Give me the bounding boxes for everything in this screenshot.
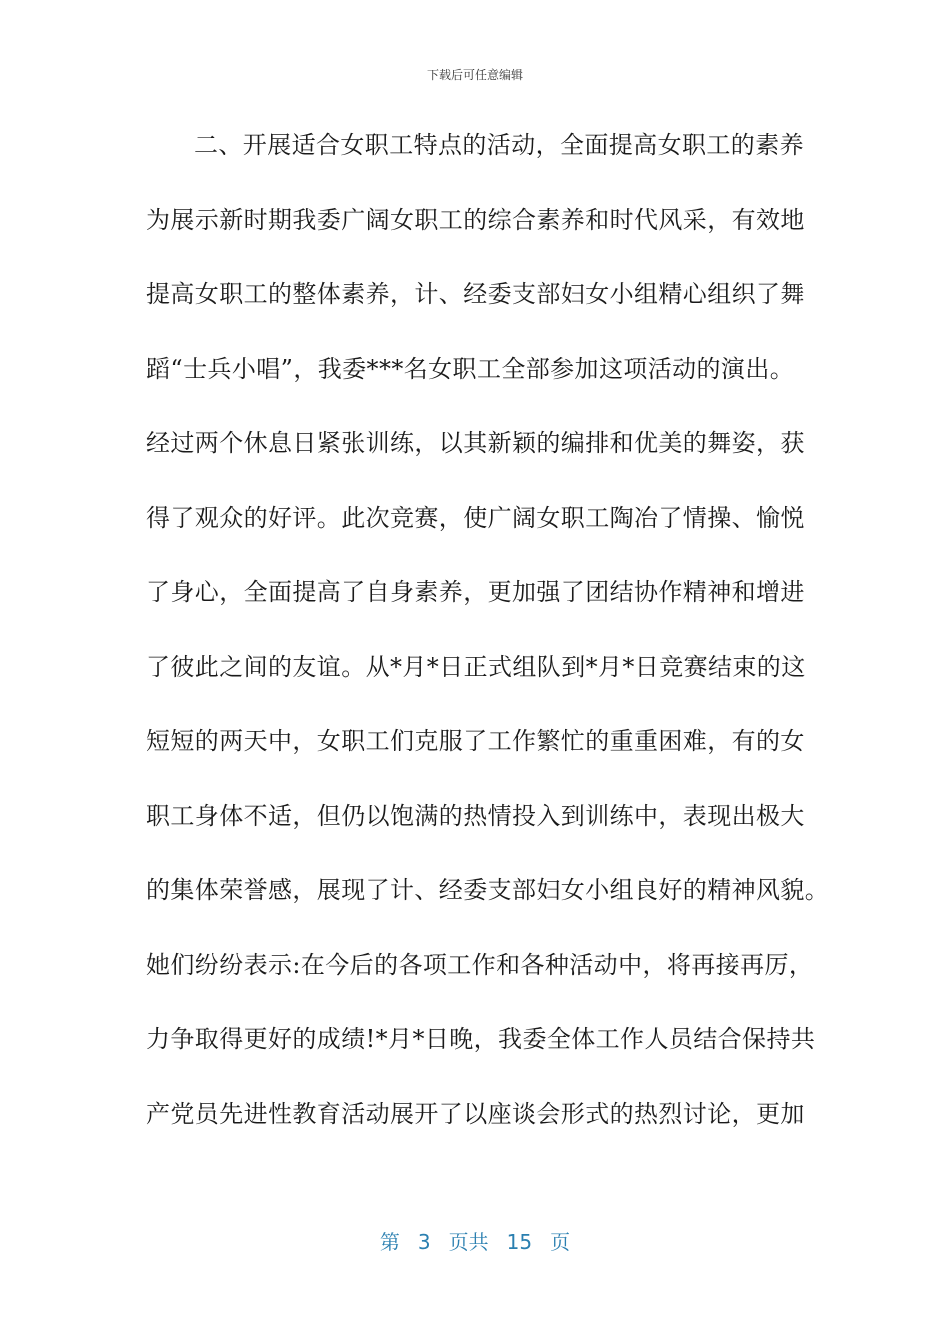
footer-middle: 页共 (448, 1230, 489, 1254)
body-line: 为展示新时期我委广阔女职工的综合素养和时代风采，有效地 (146, 205, 805, 234)
body-line: 的集体荣誉感，展现了计、经委支部妇女小组良好的精神风貌。 (146, 876, 830, 904)
body-line: 蹈“士兵小唱”，我委***名女职工全部参加这项活动的演出。 (146, 354, 795, 383)
body-line: 提高女职工的整体素养，计、经委支部妇女小组精心组织了舞 (146, 280, 805, 308)
page-footer (0, 1226, 950, 1255)
body-line: 产党员先进性教育活动展开了以座谈会形式的热烈讨论，更加 (146, 1099, 805, 1128)
body-line: 了彼此之间的友谊。从*月*日正式组队到*月*日竞赛结束的这 (146, 652, 806, 681)
body-line: 她们纷纷表示:在今后的各项工作和各种活动中，将再接再厉， (146, 950, 814, 979)
body-line: 了身心，全面提高了自身素养，更加强了团结协作精神和增进 (146, 578, 805, 606)
body-line: 得了观众的好评。此次竞赛，使广阔女职工陶冶了情操、愉悦 (146, 503, 805, 532)
body-line: 经过两个休息日紧张训练，以其新颖的编排和优美的舞姿，获 (146, 429, 805, 457)
footer-prefix: 第 (379, 1230, 400, 1254)
body-line: 职工身体不适，但仍以饱满的热情投入到训练中，表现出极大 (146, 801, 805, 830)
document-body (146, 118, 830, 1161)
total-pages-number: 15 (506, 1230, 533, 1254)
current-page-number: 3 (417, 1230, 431, 1254)
footer-suffix: 页 (550, 1230, 571, 1254)
body-line-heading: 二、开展适合女职工特点的活动，全面提高女职工的素养 (194, 131, 804, 159)
body-line: 力争取得更好的成绩!*月*日晚，我委全体工作人员结合保持共 (146, 1025, 816, 1053)
header-note: 下载后可任意编辑 (426, 68, 523, 82)
body-line: 短短的两天中，女职工们克服了工作繁忙的重重困难，有的女 (146, 727, 805, 755)
